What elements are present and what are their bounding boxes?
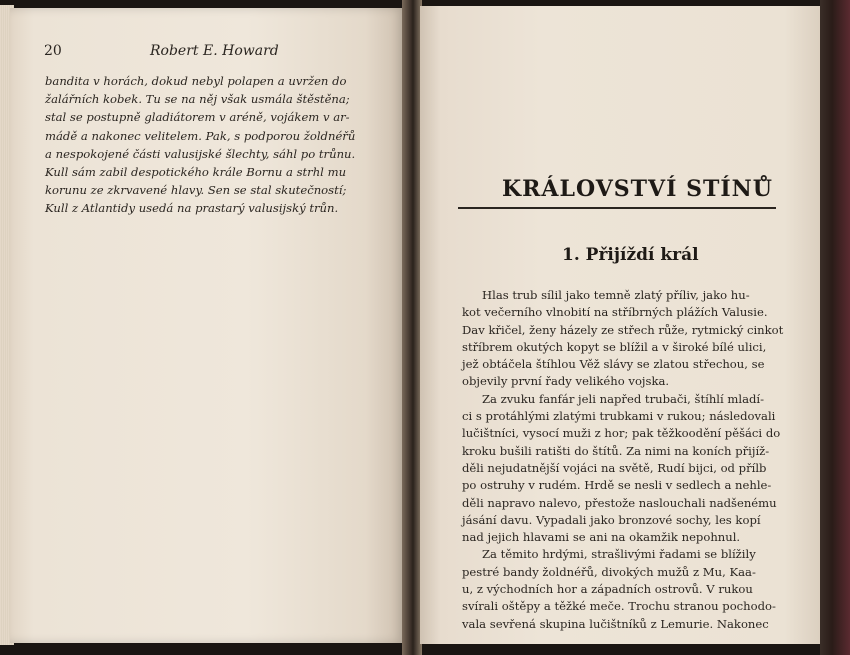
text-line: lučištníci, vysocí muži z hor; pak těžkoodění pěšáci do — [462, 426, 781, 441]
right-page-text — [462, 287, 784, 633]
text-line: u, z východních hor a západních ostrovů. V rukou — [462, 582, 753, 597]
text-line: pestré bandy žoldnéřů, divokých mužů z Mu, Kaa- — [462, 564, 756, 579]
text-line: ci s protáhlými zlatými trubkami v rukou; následovali — [462, 409, 776, 424]
text-line: Hlas trub sílil jako temně zlatý příliv, jako hu- — [482, 288, 750, 302]
running-head-author: Robert E. Howard — [150, 43, 279, 59]
text-line: po ostruhy v rudém. Hrdě se nesli v sedlech a nehle- — [462, 478, 772, 493]
text-line: kroku bušili ratišti do štítů. Za nimi na koních přijíž- — [462, 443, 770, 458]
chapter-title: KRÁLOVSTVÍ STÍNŮ — [502, 176, 773, 202]
text-line: Kull z Atlantidy usedá na prastarý valusijský trůn. — [45, 201, 339, 216]
text-line: korunu ze zkrvavené hlavy. Sen se stal skutečností; — [45, 183, 347, 198]
text-line: mádě a nakonec velitelem. Pak, s podporou žoldnéřů — [45, 128, 356, 143]
book-gutter — [402, 0, 422, 655]
text-line: stal se postupně gladiátorem v aréně, vojákem v ar- — [45, 110, 350, 125]
text-line: svírali oštěpy a těžké meče. Trochu stranou pochodo- — [462, 599, 776, 614]
text-line: objevily první řady velikého vojska. — [462, 374, 670, 389]
text-line: děli nejudatnější vojáci na světě, Rudí bijci, od přílb — [462, 460, 767, 475]
text-line: a nespokojené části valusijské šlechty, sáhl po trůnu. — [45, 146, 356, 161]
text-line: jež obtáčela štíhlou Věž slávy se zlatou střechou, se — [462, 357, 765, 372]
left-page-text — [45, 72, 363, 218]
text-line: kot večerního vlnobití na stříbrných plážích Valusie. — [462, 305, 768, 320]
text-line: Za těmito hrdými, strašlivými řadami se blížily — [482, 547, 756, 562]
text-line: žalářních kobek. Tu se na něj však usmála štěstěna; — [45, 92, 350, 107]
text-line: nad jejich hlavami se ani na okamžik nepohnul. — [462, 530, 741, 545]
text-line: Za zvuku fanfár jeli napřed trubači, štíhlí mladí- — [482, 391, 765, 406]
text-line: stříbrem okutých kopyt se blížil a v široké bílé ulici, — [462, 339, 767, 354]
text-line: Dav křičel, ženy házely ze střech růže, rytmický cinkot — [462, 322, 784, 337]
section-title: 1. Přijíždí král — [562, 245, 699, 265]
text-line: vala sevřená skupina lučištníků z Lemurie. Nakonec — [462, 616, 769, 631]
text-line: jásání davu. Vypadali jako bronzové sochy, les kopí — [462, 512, 761, 527]
chapter-divider — [458, 207, 776, 209]
text-line: Kull sám zabil despotického krále Bornu a strhl mu — [45, 165, 347, 180]
book-cover-edge — [820, 0, 850, 655]
text-line: děli napravo nalevo, přestože naslouchali nadšenému — [462, 495, 777, 510]
page-number: 20 — [44, 43, 62, 59]
text-line: bandita v horách, dokud nebyl polapen a uvržen do — [45, 74, 347, 88]
